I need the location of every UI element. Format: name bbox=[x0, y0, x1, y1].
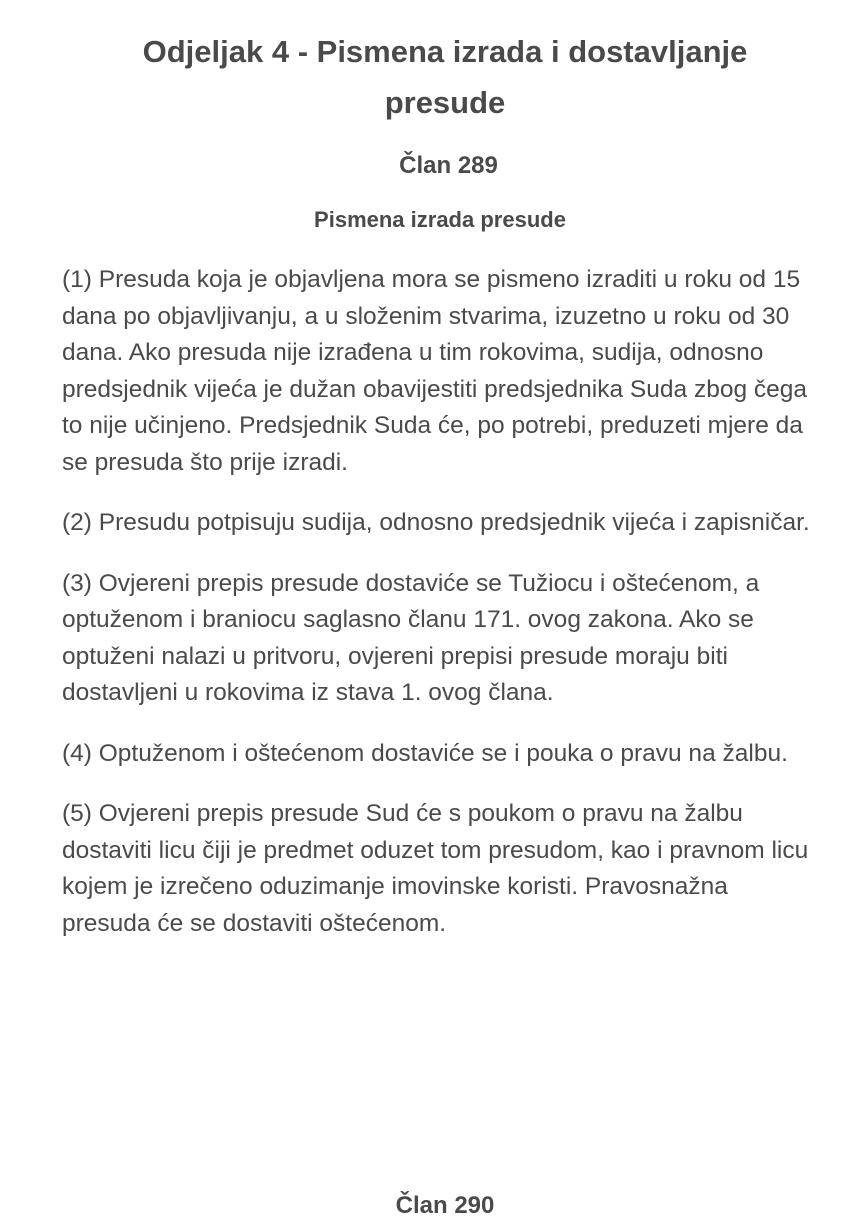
paragraph-3: (3) Ovjereni prepis presude dostaviće se Tužiocu i oštećenom, a optuženom i braniocu saglasno članu 171. ovog zakona. Ako se optuženi nalazi u pritvoru, ovjereni prepisi presude moraju biti dostavljeni u rokovima iz stava 1. ovog člana. bbox=[62, 569, 760, 706]
next-article-number: Član 290 bbox=[395, 1192, 495, 1219]
article-body bbox=[62, 262, 822, 966]
paragraph-5: (5) Ovjereni prepis presude Sud će s poukom o pravu na žalbu dostaviti licu čiji je predmet oduzet tom presudom, kao i pravnom licu kojem je izrečeno oduzimanje imovinske koristi. Pravosnažna presuda će se dostaviti oštećenom. bbox=[62, 800, 809, 937]
paragraph-4: (4) Optuženom i oštećenom dostaviće se i pouka o pravu na žalbu. bbox=[62, 739, 788, 767]
article-title: Pismena izrada presude bbox=[314, 207, 566, 232]
article-number: Član 289 bbox=[399, 152, 498, 179]
paragraph-2: (2) Presudu potpisuju sudija, odnosno predsjednik vijeća i zapisničar. bbox=[62, 509, 810, 536]
section-title: Odjeljak 4 - Pismena izrada i dostavljanje presude bbox=[142, 34, 748, 120]
paragraph-1: (1) Presuda koja je objavljena mora se pismeno izraditi u roku od 15 dana po objavljivanju, a u složenim stvarima, izuzetno u roku od 30 dana. Ako presuda nije izrađena u tim rokovima, sudija, odnosno predsjednik vijeća je dužan obavijestiti predsjednika Suda zbog čega to nije učinjeno. Predsjednik Suda će, po potrebi, preduzeti mjere da se presuda što prije izradi. bbox=[62, 266, 808, 476]
